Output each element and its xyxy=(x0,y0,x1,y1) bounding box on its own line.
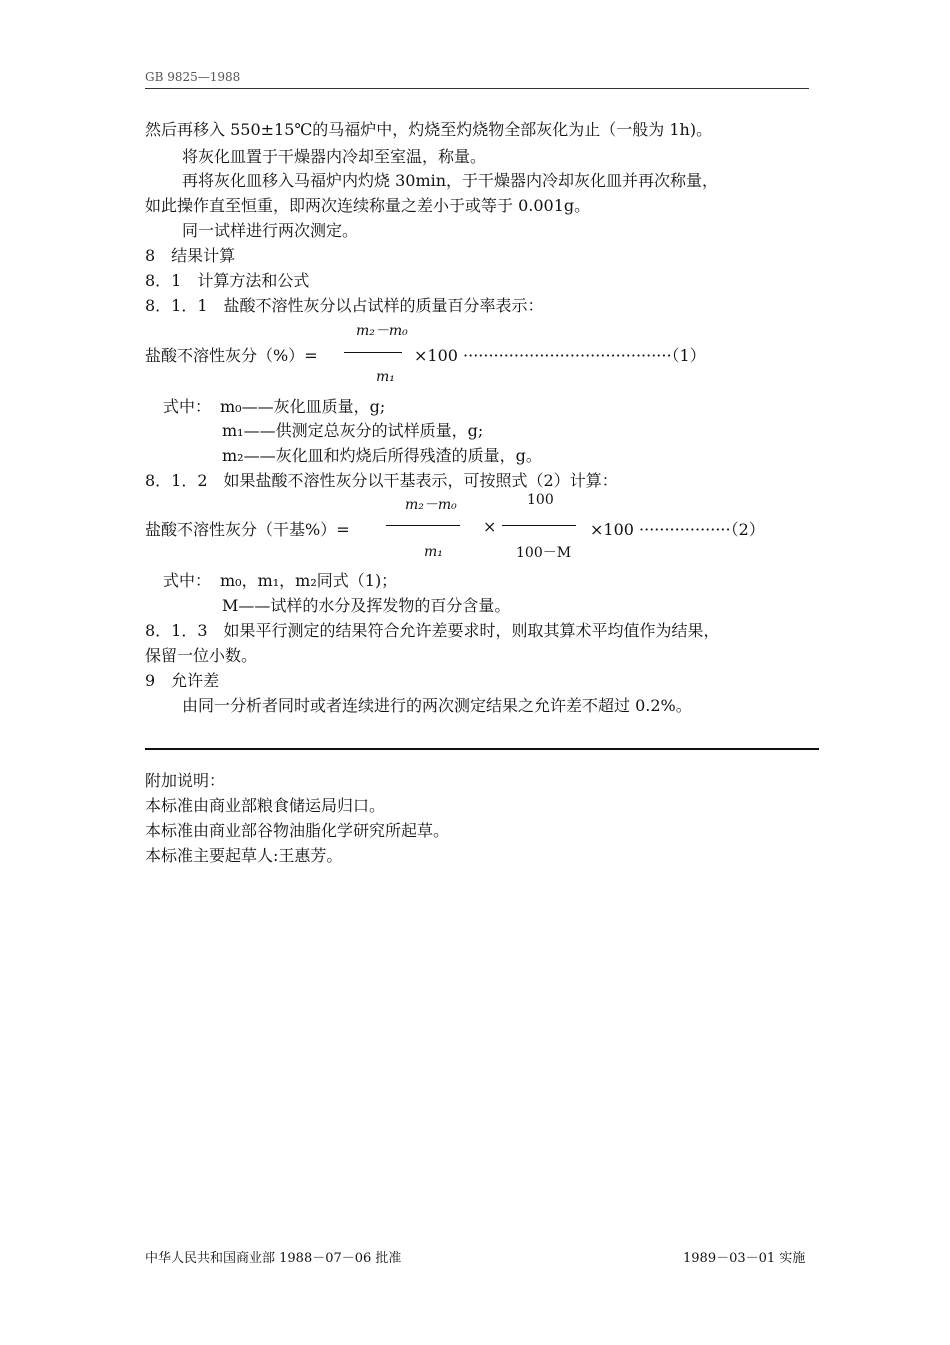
section-heading-8-1: 8．1 计算方法和公式 xyxy=(145,271,310,290)
formula1-lhs: 盐酸不溶性灰分（%）= xyxy=(145,346,318,365)
notes-title: 附加说明： xyxy=(145,771,226,790)
formula1-denominator: m₁ xyxy=(376,369,395,385)
formula1-fraction-bar xyxy=(344,352,402,353)
notes-line: 本标准由商业部谷物油脂化学研究所起草。 xyxy=(145,821,450,840)
paragraph: 由同一分析者同时或者连续进行的两次测定结果之允许差不超过 0.2%。 xyxy=(182,696,692,715)
formula1-tail: ×100 ·········································（1） xyxy=(414,346,706,365)
formula1-numerator: m₂－m₀ xyxy=(356,323,408,339)
section-divider xyxy=(145,748,819,750)
where1-m0: m₀——灰化皿质量，g; xyxy=(220,397,386,416)
header-rule xyxy=(145,88,809,89)
where1-m1: m₁——供测定总灰分的试样质量，g; xyxy=(222,421,484,440)
notes-line: 本标准主要起草人:王惠芳。 xyxy=(145,846,343,865)
section-heading-8-1-3: 8．1．3 如果平行测定的结果符合允许差要求时，则取其算术平均值作为结果， xyxy=(145,621,720,640)
where1-lead: 式中： xyxy=(163,397,212,416)
formula2-lhs: 盐酸不溶性灰分（干基%）= xyxy=(145,520,350,539)
standard-code: GB 9825—1988 xyxy=(145,70,241,84)
paragraph: 保留一位小数。 xyxy=(145,646,258,665)
formula2-numerator2: 100 xyxy=(527,492,554,508)
paragraph: 再将灰化皿移入马福炉内灼烧 30min，于干燥器内冷却灰化皿并再次称量， xyxy=(182,171,719,190)
formula2-numerator1: m₂－m₀ xyxy=(405,497,457,513)
where2-line1: m₀，m₁，m₂同式（1)； xyxy=(220,571,398,590)
paragraph: 如此操作直至恒重，即两次连续称量之差小于或等于 0.001g。 xyxy=(145,196,591,215)
formula2-times: × xyxy=(483,517,497,536)
section-heading-8-1-1: 8．1．1 盐酸不溶性灰分以占试样的质量百分率表示： xyxy=(145,296,544,315)
paragraph: 同一试样进行两次测定。 xyxy=(182,221,359,240)
where2-lead: 式中： xyxy=(163,571,212,590)
formula2-fraction-bar-1 xyxy=(386,525,460,526)
formula2-denominator2: 100－M xyxy=(516,545,572,561)
where1-m2: m₂——灰化皿和灼烧后所得残渣的质量，g。 xyxy=(222,446,542,465)
paragraph: 然后再移入 550±15℃的马福炉中，灼烧至灼烧物全部灰化为止（一般为 1h)。 xyxy=(145,120,713,139)
section-heading-8-1-2: 8．1．2 如果盐酸不溶性灰分以干基表示，可按照式（2）计算： xyxy=(145,471,618,490)
where2-line2: M——试样的水分及挥发物的百分含量。 xyxy=(222,596,511,615)
formula2-tail: ×100 ··················（2） xyxy=(590,520,765,539)
implementation-date: 1989－03－01 实施 xyxy=(683,1251,806,1266)
section-heading-8: 8 结果计算 xyxy=(145,246,236,265)
notes-line: 本标准由商业部粮食储运局归口。 xyxy=(145,796,386,815)
formula2-fraction-bar-2 xyxy=(502,525,576,526)
approval-line: 中华人民共和国商业部 1988－07－06 批准 xyxy=(145,1251,402,1266)
formula2-denominator1: m₁ xyxy=(424,544,443,560)
section-heading-9: 9 允许差 xyxy=(145,671,220,690)
paragraph: 将灰化皿置于干燥器内冷却至室温，称量。 xyxy=(182,147,487,166)
